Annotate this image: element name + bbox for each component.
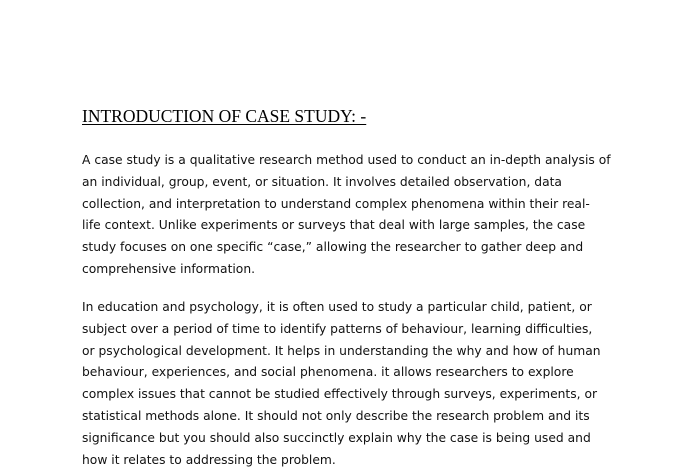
- paragraph-line: statistical methods alone. It should not only describe the research problem and its: [82, 408, 590, 423]
- paragraph-definition: [82, 150, 662, 281]
- paragraph-line: or psychological development. It helps in understanding the why and how of human: [82, 343, 601, 358]
- paragraph-line: collection, and interpretation to understand complex phenomena within their real-: [82, 196, 590, 211]
- paragraph-line: A case study is a qualitative research method used to conduct an in-depth analysis of: [82, 153, 611, 167]
- paragraph-line: an individual, group, event, or situation. It involves detailed observation, data: [82, 174, 562, 189]
- paragraph-line: study focuses on one specific “case,” allowing the researcher to gather deep and: [82, 240, 584, 255]
- paragraph-line: subject over a period of time to identify patterns of behaviour, learning difficulties,: [82, 321, 593, 336]
- paragraph-line: In education and psychology, it is often used to study a particular child, patient, or: [82, 300, 592, 314]
- paragraph-line: significance but you should also succinctly explain why the case is being used and: [82, 430, 591, 445]
- paragraph-line: life context. Unlike experiments or surveys that deal with large samples, the case: [82, 218, 586, 233]
- paragraph-line: behaviour, experiences, and social phenomena. it allows researchers to explore: [82, 365, 574, 380]
- paragraph-line: how it relates to addressing the problem.: [82, 452, 336, 467]
- paragraph-applications: [82, 297, 662, 471]
- section-heading: INTRODUCTION OF CASE STUDY: -: [82, 106, 367, 126]
- paragraph-line: complex issues that cannot be studied effectively through surveys, experiments, or: [82, 387, 598, 402]
- paragraph-line: comprehensive information.: [82, 261, 256, 276]
